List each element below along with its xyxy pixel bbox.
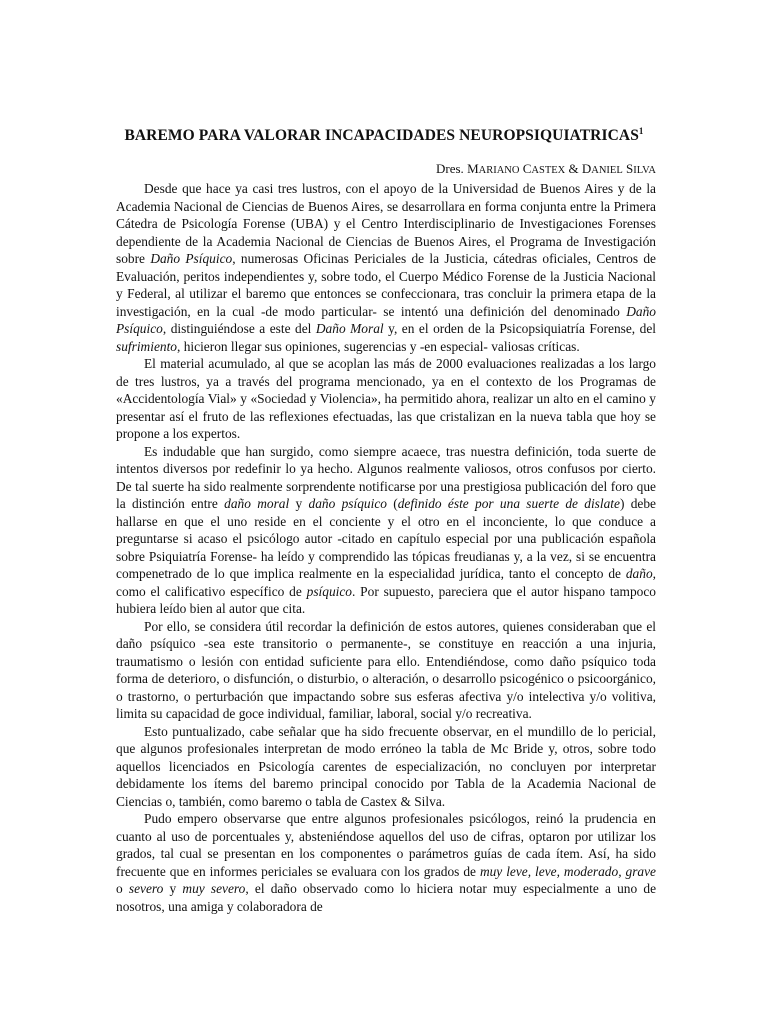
paragraph-text: , numerosas Oficinas Periciales de la Justicia, cátedras oficiales, Centros de Evaluación, peritos independientes y, sobre todo, el Cuerpo Médico Forense de la Justicia Nacional y Federal, al utilizar el baremo que entonces se confeccionara, tras concluir la primera etapa de la investigación, en la cual -de modo particular- se intentó una definición del denominado (116, 251, 656, 319)
italic-text: daño moral (224, 496, 290, 511)
body-paragraph (116, 180, 656, 355)
italic-text: daño (625, 566, 653, 581)
italic-text: Daño Psíquico (150, 251, 233, 266)
italic-text: psíquico (306, 583, 353, 599)
italic-text: muy leve, leve, moderado, grave (479, 863, 656, 879)
paragraph-text: o (116, 881, 129, 896)
italic-text: severo (128, 881, 164, 896)
title-text: BAREMO PARA VALORAR INCAPACIDADES NEUROPSIQUIATRICAS (124, 127, 639, 144)
paragraph-text: , el daño observado como lo hiciera notar muy especialmente a uno de nosotros, una amiga y colaboradora de (116, 881, 657, 914)
paragraph-text: . Por supuesto, pareciera que el autor hispano tampoco hubiera leído bien al autor que cita. (116, 583, 657, 616)
body-paragraph (116, 618, 656, 723)
body-paragraph (116, 355, 656, 443)
author-smallcaps: ANIEL (591, 165, 623, 176)
authors-prefix: Dres. (436, 161, 468, 176)
paragraph-text: , hicieron llegar sus opiniones, sugerencias y -en especial- valiosas críticas. (177, 338, 580, 354)
title-footnote-marker: 1 (638, 125, 644, 136)
paragraph-text: y, en el orden de la Psicopsiquiatría Forense, del (383, 321, 656, 336)
paragraph-text: y (163, 881, 183, 896)
italic-text: Daño Moral (315, 321, 384, 336)
italic-text: muy severo (182, 881, 246, 896)
paragraph-text: Pudo empero observarse que entre algunos profesionales psicólogos, reinó la prudencia en cuanto al uso de porcentuales y, absteniéndose aquellos del uso de cifras, optaron por utilizar los grados, tal cual se presentan en los componentes o parámetros guías de cada ítem. Así, ha sido frecuente que en informes periciales se evaluara con los grados de (116, 811, 656, 879)
author-initial: S (626, 161, 634, 176)
paragraph-text: , como el calificativo específico de (116, 566, 656, 599)
document-title (0, 126, 768, 146)
paragraph-text: Esto puntualizado, cabe señalar que ha sido frecuente observar, en el mundillo de lo pericial, que algunos profesionales interpretan de modo erróneo la tabla de Mc Bride y, otros, sobre todo aquellos licenciados en Psicología carentes de especialización, no concluyen por interpretar debidamente los ítems del baremo principal conocido por Tabla de la Academia Nacional de Ciencias o, también, como baremo o tabla de Castex & Silva. (116, 723, 656, 809)
author-initial: D (581, 161, 592, 176)
paragraph-text: Desde que hace ya casi tres lustros, con el apoyo de la Universidad de Buenos Aires y de la Academia Nacional de Ciencias de Buenos Aires, se desarrollara en forma conjunta entre la Primera Cátedra de Psicología Forense (UBA) y el Centro Interdisciplinario de Investigaciones Forenses dependiente de la Academia Nacional de Ciencias de Buenos Aires, el Programa de Investigación sobre (116, 181, 656, 266)
author-initial: C (522, 161, 532, 176)
author-smallcaps: ILVA (633, 165, 656, 176)
italic-text: sufrimiento (116, 338, 178, 354)
italic-text: definido éste por una suerte de dislate (397, 496, 620, 511)
paragraph-text: Por ello, se considera útil recordar la definición de estos autores, quienes consideraban que el daño psíquico -sea este transitorio o permanente-, se constituye en reacción a una injuria, traumatismo o lesión con entidad suficiente para ello. Entendiéndose, como daño psíquico toda forma de deterioro, o disfunción, o disturbio, o alteración, o desarrollo psicogénico o psicoorgánico, o trastorno, o perturbación que impactando sobre sus esferas afectiva y/o intelectiva y/o volitiva, limita su capacidad de goce individual, familiar, laboral, social y/o recreativa. (116, 618, 656, 721)
authors-connector: & (565, 161, 582, 176)
document-authors (436, 160, 656, 180)
paragraph-text: , distinguiéndose a este del (162, 321, 316, 336)
paragraph-text: Es indudable que han surgido, como siempre acaece, tras nuestra definición, toda suerte de intentos diversos por redefinir lo ya hecho. Algunos realmente valiosos, otros confusos por cierto. De tal suerte ha sido realmente sorprendente notificarse por una prestigiosa publicación del foro que la distinción entre (116, 443, 656, 511)
paragraph-text: y (289, 496, 309, 511)
author-smallcaps: ARIANO (478, 165, 520, 176)
body-paragraph (116, 810, 656, 915)
paragraph-text: ) debe hallarse en que el uno reside en el conciente y el otro en el inconciente, lo que conduce a preguntarse si acaso el psicólogo autor -citado en capítulo especial por una publicación española sobre Psiquiatría Forense- ha leído y comprendido las tópicas freudianas y, a la vez, si se encuentra compenetrado de lo que implica realmente en la especialidad jurídica, tanto el concepto de (116, 496, 656, 581)
body-paragraph (116, 443, 656, 618)
italic-text: daño psíquico (308, 496, 387, 511)
author-smallcaps: ASTEX (531, 165, 566, 176)
author-initial: M (467, 161, 479, 176)
italic-text: Daño Psíquico (116, 303, 656, 336)
document-body (116, 180, 656, 915)
body-paragraph (116, 723, 656, 811)
paragraph-text: El material acumulado, al que se acoplan las más de 2000 evaluaciones realizadas a los largo de tres lustros, ya a través del programa mencionado, ya en el contexto de los Programas de «Accidentología Vial» y «Sociedad y Violencia», ha permitido ahora, realizar un alto en el camino y presentar así el fruto de las reflexiones efectuadas, las que cristalizan en la nueva tabla que hoy se propone a los expertos. (116, 356, 656, 441)
paragraph-text: ( (386, 496, 398, 511)
